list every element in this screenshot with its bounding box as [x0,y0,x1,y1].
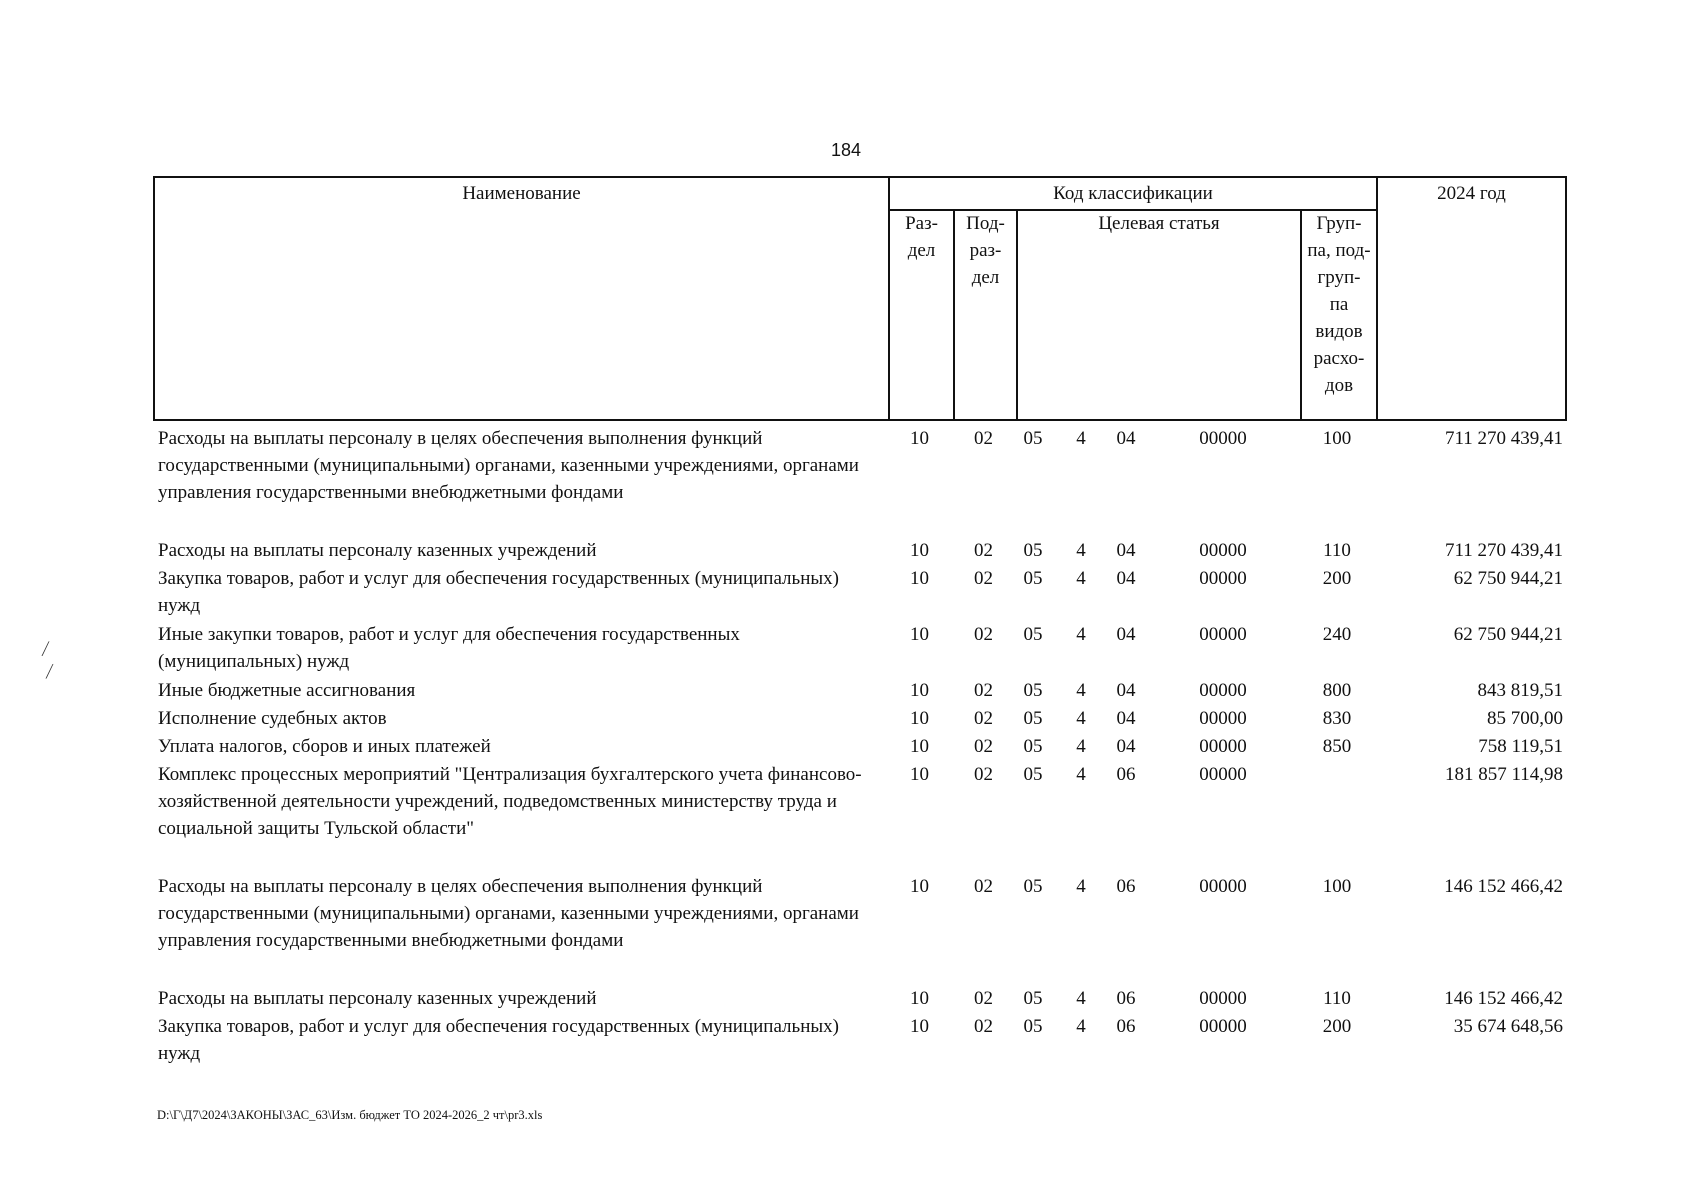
header-divider [1016,209,1018,419]
row-cs4: 00000 [1199,680,1247,701]
header-code: Код классификации [1053,183,1213,204]
row-group: 850 [1322,736,1352,757]
row-cs2: 4 [1076,540,1086,561]
row-amount: 62 750 944,21 [1453,568,1563,589]
table-row [153,985,1567,1013]
row-cs1: 05 [1023,736,1043,757]
row-cs4: 00000 [1199,1016,1247,1037]
table-row [153,761,1567,873]
row-cs2: 4 [1076,988,1086,1009]
row-cs3: 06 [1116,764,1136,785]
row-amount: 711 270 439,41 [1444,428,1563,449]
row-cs2: 4 [1076,568,1086,589]
row-cs2: 4 [1076,736,1086,757]
row-razdel: 10 [910,988,929,1009]
row-cs1: 05 [1023,876,1043,897]
row-name: Иные закупки товаров, работ и услуг для обеспечения государственных (муниципальных) нужд [158,624,740,672]
table-row [153,565,1567,621]
row-group: 240 [1322,624,1352,645]
row-cs3: 04 [1116,428,1136,449]
row-razdel: 10 [910,428,929,449]
table-row [153,705,1567,733]
row-cs4: 00000 [1199,876,1247,897]
row-name: Расходы на выплаты персоналу казенных учреждений [158,988,597,1009]
table-row [153,537,1567,565]
table-row [153,733,1567,761]
table-row [153,621,1567,677]
row-razdel: 10 [910,708,929,729]
row-podrazdel: 02 [974,1016,993,1037]
row-cs4: 00000 [1199,736,1247,757]
row-cs4: 00000 [1199,568,1247,589]
row-name: Иные бюджетные ассигнования [158,680,416,701]
row-cs1: 05 [1023,680,1043,701]
margin-mark: ⁄ ⁄ [42,638,54,683]
row-cs2: 4 [1076,624,1086,645]
row-cs3: 06 [1116,876,1136,897]
row-razdel: 10 [910,624,929,645]
table-row [153,1013,1567,1069]
row-name: Расходы на выплаты персоналу в целях обеспечения выполнения функций государственными (муниципальными) органами, казенными учреждениями, органами управления государственными внебюджетными фондами [158,876,859,951]
row-group: 800 [1322,680,1352,701]
row-razdel: 10 [910,540,929,561]
row-cs2: 4 [1076,680,1086,701]
row-podrazdel: 02 [974,428,993,449]
row-cs1: 05 [1023,1016,1043,1037]
row-name: Уплата налогов, сборов и иных платежей [158,736,491,757]
row-name: Закупка товаров, работ и услуг для обеспечения государственных (муниципальных) нужд [158,1016,839,1064]
header-razdel: Раз- дел [905,213,938,261]
row-cs1: 05 [1023,540,1043,561]
row-cs4: 00000 [1199,708,1247,729]
row-name: Расходы на выплаты персоналу в целях обеспечения выполнения функций государственными (муниципальными) органами, казенными учреждениями, органами управления государственными внебюджетными фондами [158,428,859,503]
row-cs3: 04 [1116,540,1136,561]
row-cs4: 00000 [1199,428,1247,449]
row-amount: 711 270 439,41 [1444,540,1563,561]
row-podrazdel: 02 [974,624,993,645]
row-group: 100 [1322,876,1352,897]
row-cs4: 00000 [1199,624,1247,645]
row-cs1: 05 [1023,568,1043,589]
row-podrazdel: 02 [974,736,993,757]
row-razdel: 10 [910,764,929,785]
row-podrazdel: 02 [974,680,993,701]
row-cs3: 04 [1116,680,1136,701]
table-body [153,425,1567,1069]
row-group: 110 [1323,988,1351,1009]
row-razdel: 10 [910,568,929,589]
row-podrazdel: 02 [974,876,993,897]
row-name: Расходы на выплаты персоналу казенных учреждений [158,540,597,561]
row-razdel: 10 [910,680,929,701]
row-cs1: 05 [1023,764,1043,785]
row-cs1: 05 [1023,708,1043,729]
row-group: 830 [1322,708,1352,729]
page-number: 184 [830,140,862,160]
row-razdel: 10 [910,1016,929,1037]
file-path-footer: D:\Г\Д7\2024\ЗАКОНЫ\ЗАС_63\Изм. бюджет ТО 2024-2026_2 чт\pr3.xls [157,1108,543,1122]
row-podrazdel: 02 [974,540,993,561]
header-podrazdel: Под- раз- дел [966,213,1005,288]
row-cs2: 4 [1076,708,1086,729]
row-amount: 62 750 944,21 [1453,624,1563,645]
header-year: 2024 год [1437,183,1506,204]
row-cs3: 04 [1116,568,1136,589]
table-header [153,176,1567,421]
row-name: Комплекс процессных мероприятий "Централизация бухгалтерского учета финансово-хозяйственной деятельности учреждений, подведомственных министерству труда и социальной защиты Тульской области" [158,764,862,839]
row-group: 110 [1323,540,1351,561]
row-amount: 85 700,00 [1487,708,1563,729]
header-name: Наименование [462,183,581,204]
row-cs3: 06 [1116,1016,1136,1037]
row-group: 200 [1322,568,1352,589]
header-divider [1376,178,1378,419]
row-cs1: 05 [1023,428,1043,449]
row-cs3: 04 [1116,736,1136,757]
row-group: 100 [1322,428,1352,449]
row-cs4: 00000 [1199,540,1247,561]
header-group: Груп- па, под- груп- па видов расхо- дов [1307,213,1371,396]
row-cs1: 05 [1023,624,1043,645]
row-razdel: 10 [910,736,929,757]
row-cs2: 4 [1076,764,1086,785]
table-row [153,425,1567,537]
row-cs4: 00000 [1199,764,1247,785]
row-podrazdel: 02 [974,568,993,589]
table-row [153,677,1567,705]
row-razdel: 10 [910,876,929,897]
row-podrazdel: 02 [974,708,993,729]
row-name: Исполнение судебных актов [158,708,387,729]
row-cs2: 4 [1076,428,1086,449]
row-cs1: 05 [1023,988,1043,1009]
row-cs2: 4 [1076,876,1086,897]
row-amount: 181 857 114,98 [1444,764,1563,785]
row-amount: 758 119,51 [1478,736,1563,757]
row-amount: 35 674 648,56 [1453,1016,1563,1037]
table-row [153,873,1567,985]
row-group: 200 [1322,1016,1352,1037]
row-cs2: 4 [1076,1016,1086,1037]
row-cs3: 04 [1116,708,1136,729]
row-podrazdel: 02 [974,764,993,785]
row-amount: 843 819,51 [1477,680,1563,701]
row-cs4: 00000 [1199,988,1247,1009]
row-amount: 146 152 466,42 [1444,876,1563,897]
row-amount: 146 152 466,42 [1444,988,1563,1009]
row-name: Закупка товаров, работ и услуг для обеспечения государственных (муниципальных) нужд [158,568,839,616]
row-cs3: 06 [1116,988,1136,1009]
row-podrazdel: 02 [974,988,993,1009]
header-target: Целевая статья [1098,213,1220,234]
row-cs3: 04 [1116,624,1136,645]
